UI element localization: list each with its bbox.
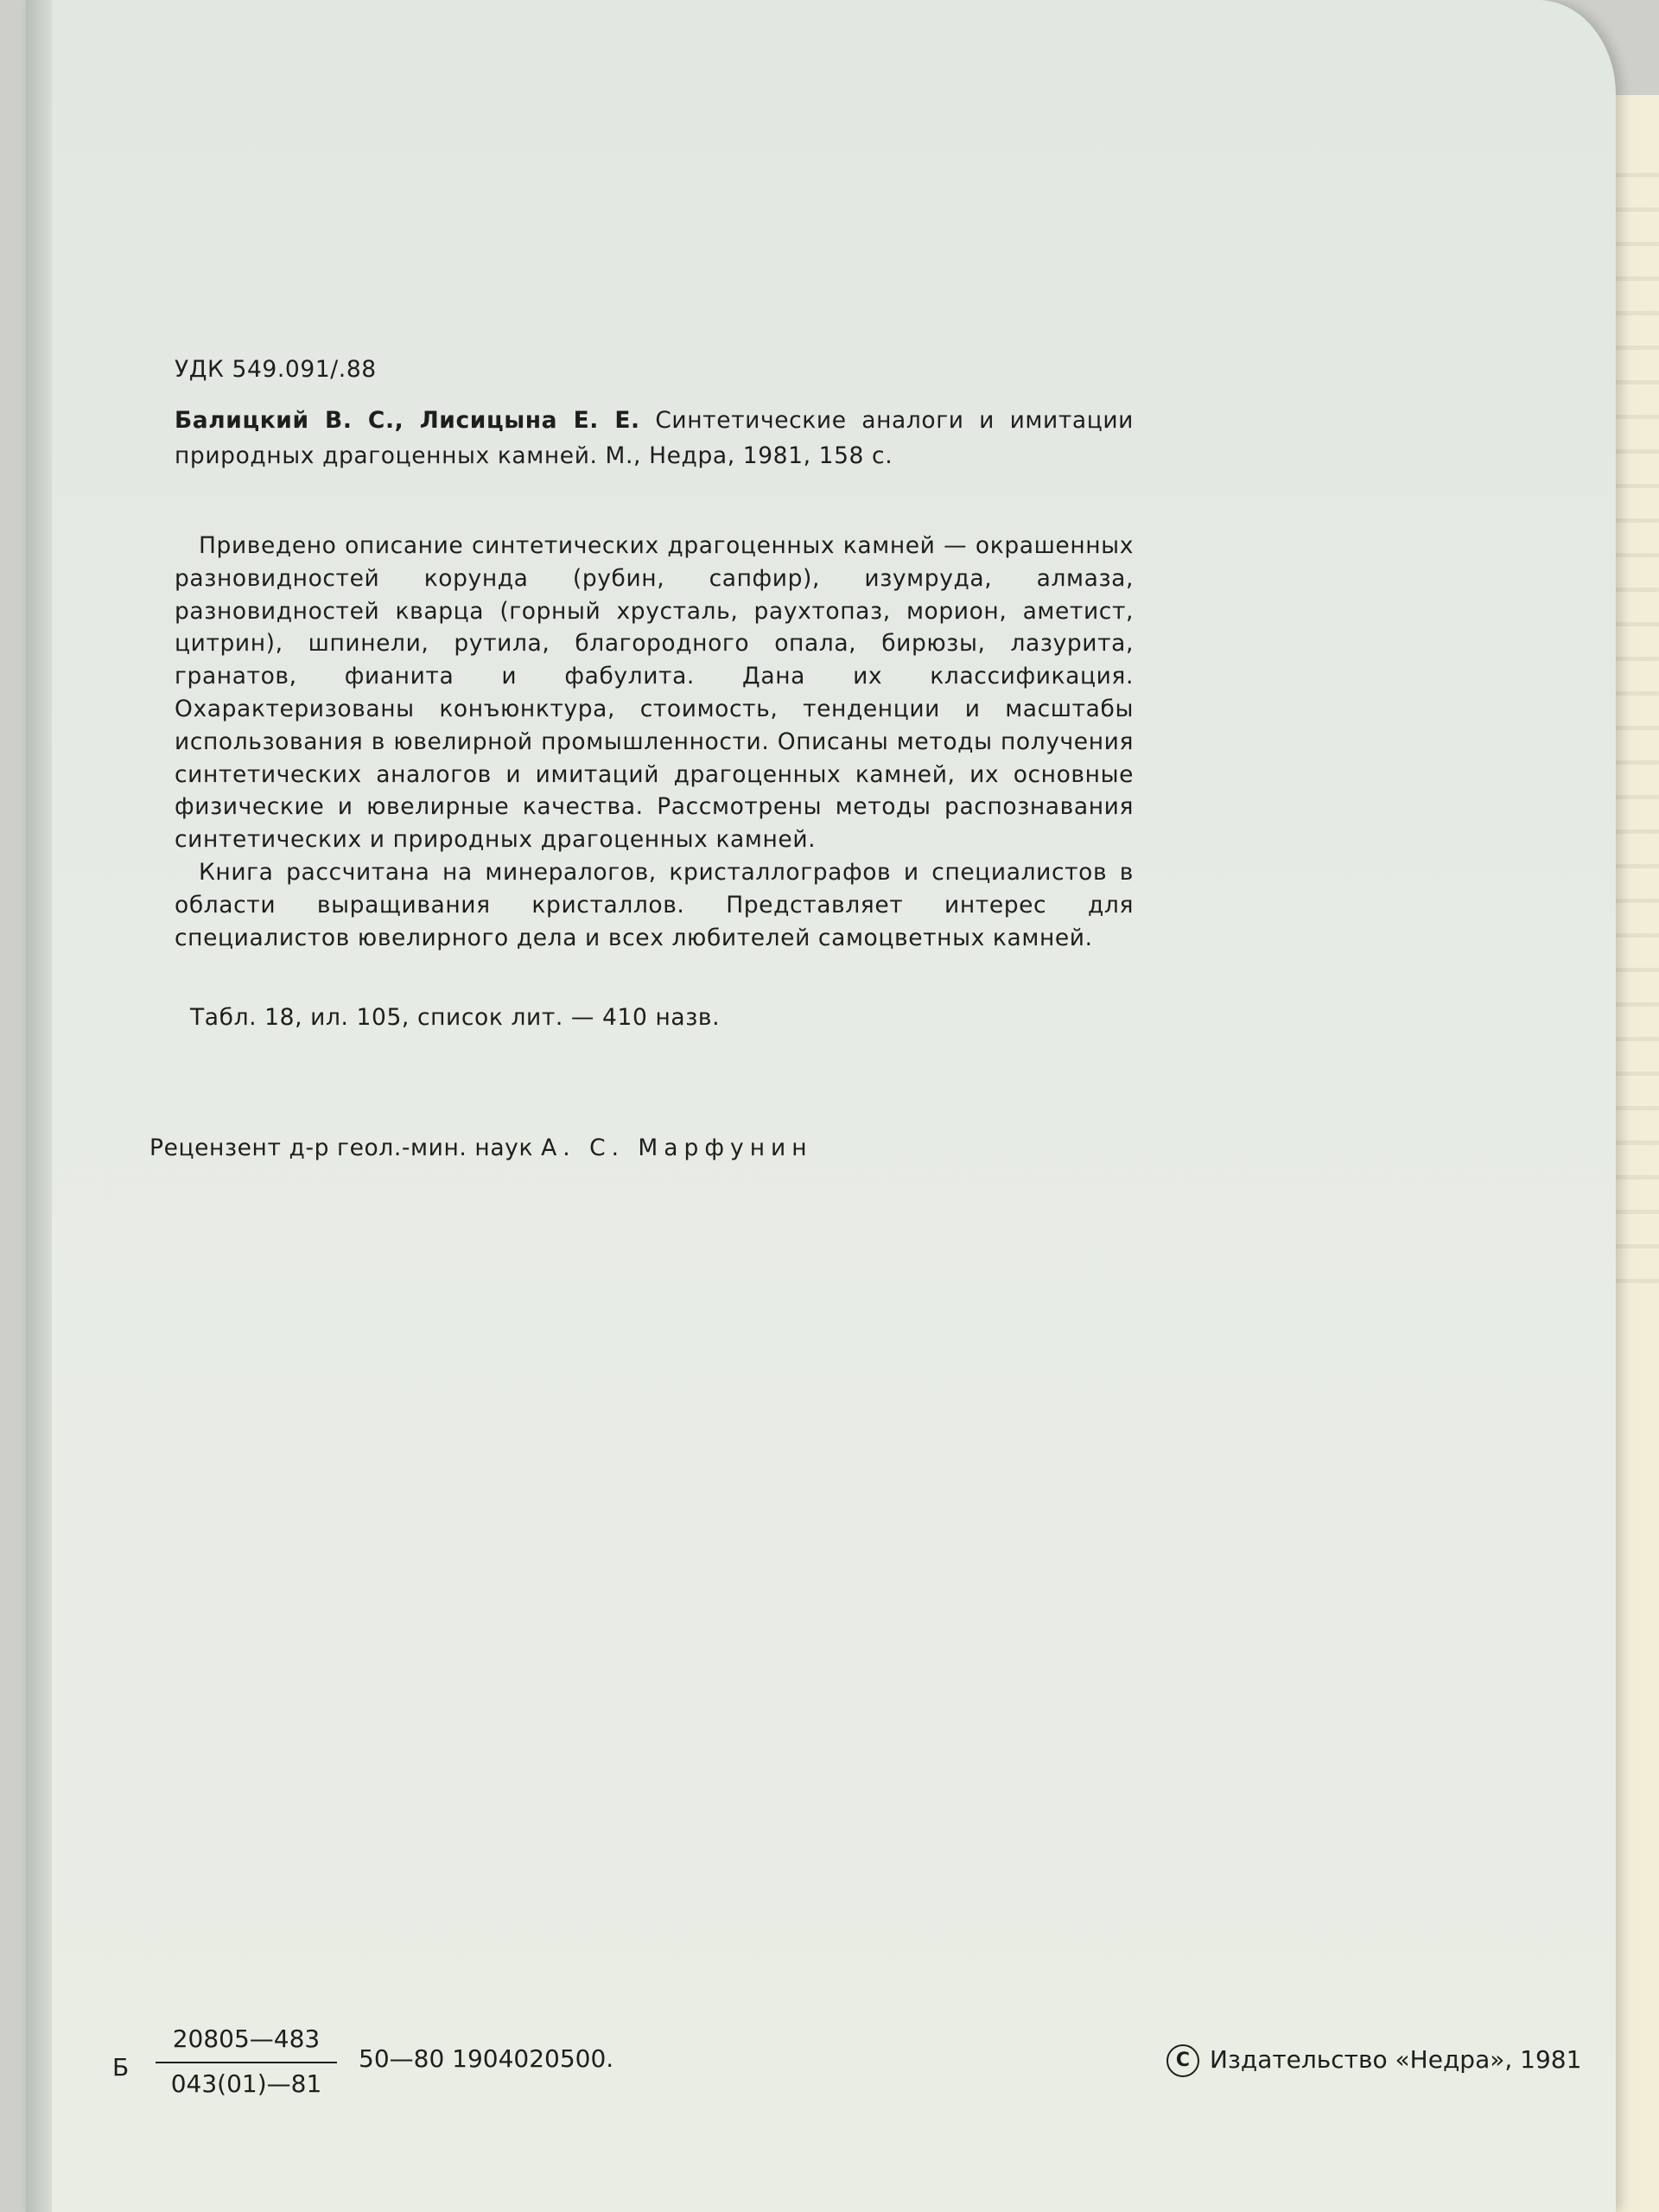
catalog-letter: Б [112,2053,130,2082]
bibliographic-description: Синтетические аналоги и имитации природных драгоценных камней. М., Недра, 1981, 158 с. [175,407,1134,469]
annotation-paragraph-1: Приведено описание синтетических драгоценных камней — окрашенных разновидностей корунда (рубин, сапфир), изумруда, алмаза, разновидностей кварца (горный хрусталь, раухтопаз, морион, аметист, цитрин), шпинели, рутила, благородного опала, бирюзы, лазурита, гранатов, фианита и фабулита. Дана их классификация. Охарактеризованы конъюнктура, стоимость, тенденции и масштабы использования в ювелирной промышленности. Описаны методы получения синтетических аналогов и имитаций драгоценных камней, их основные физические и ювелирные качества. Рассмотрены методы распознавания синтетических и природных драгоценных камней. [175,532,1134,854]
annotation-paragraph-2: Книга рассчитана на минералогов, кристаллографов и специалистов в области выращивания кристаллов. Представляет интерес для специалистов ювелирного дела и всех любителей самоцветных камней. [175,858,1134,951]
udc-code: УДК 549.091/.88 [175,356,377,383]
catalog-numerator: 20805—483 [172,2024,321,2053]
catalog-denominator: 043(01)—81 [170,2069,322,2098]
authors: Балицкий В. С., Лисицына Е. Е. [175,407,640,434]
copyright-icon: C [1166,2044,1199,2077]
page-spine-shadow [26,0,52,2212]
bibliographic-record [175,403,1134,474]
fraction-line [156,2062,337,2063]
copyright-text: Издательство «Недра», 1981 [1210,2045,1582,2074]
annotation [175,530,1134,954]
tables-illustrations-line: Табл. 18, ил. 105, список лит. — 410 назв. [190,1004,721,1031]
catalog-fraction [156,2022,337,2101]
reviewer-label: Рецензент д-р геол.-мин. наук [149,1135,534,1161]
reviewer-line [149,1135,813,1161]
copyright-line [1166,2044,1581,2077]
book-page [26,0,1616,2212]
catalog-code: 50—80 1904020500. [359,2044,614,2073]
reviewer-name: А. С. Марфунин [541,1135,813,1161]
